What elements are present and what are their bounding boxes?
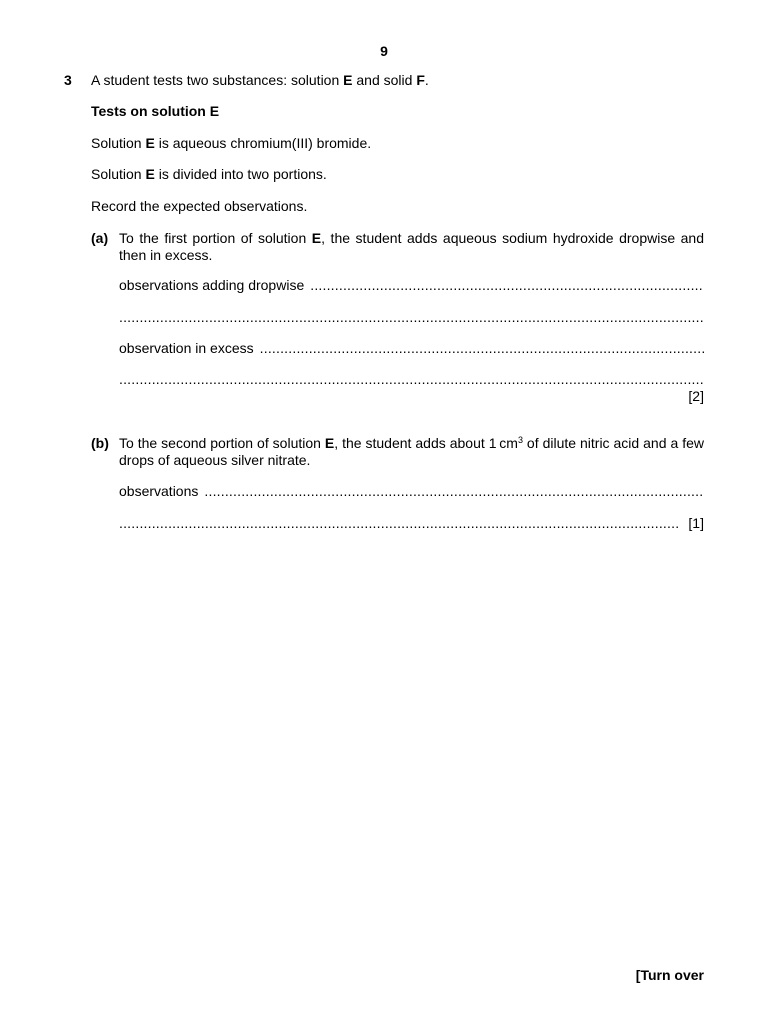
part-a-text-segment: , the student adds aqueous sodium hydroxide dropwise and then in excess. [119, 230, 705, 263]
answer-line-dropwise-continued[interactable] [119, 309, 704, 326]
page-number: 9 [380, 43, 388, 59]
turn-over-label: [Turn over [635, 967, 704, 983]
dotted-answer-line[interactable] [119, 515, 680, 532]
dotted-answer-line[interactable] [310, 277, 704, 294]
answer-line-excess[interactable] [119, 340, 704, 357]
statement-text: Solution [91, 166, 146, 182]
question-intro [91, 72, 704, 89]
answer-line-dropwise[interactable] [119, 277, 704, 294]
question-intro-text: A student tests two substances: solution [91, 72, 344, 88]
part-b-text-segment: , the student adds about 1 cm [334, 435, 518, 451]
part-a-marks: [2] [688, 388, 704, 404]
statement-identity [91, 135, 704, 152]
part-b-marks: [1] [688, 515, 704, 531]
unit-superscript: 3 [517, 435, 523, 445]
statement-text: is aqueous chromium(III) bromide. [154, 135, 372, 151]
question-intro-text: and solid [352, 72, 417, 88]
substance-e-label: E [311, 230, 322, 246]
answer-label-dropwise: observations adding dropwise [119, 277, 305, 293]
dotted-answer-line[interactable] [119, 309, 704, 326]
answer-line-observations[interactable] [119, 483, 704, 500]
part-b-label: (b) [91, 435, 109, 451]
part-a-label: (a) [91, 230, 109, 246]
statement-portions [91, 166, 704, 183]
statement-text: is divided into two portions. [154, 166, 327, 182]
substance-e-label: E [145, 135, 155, 151]
answer-line-excess-continued[interactable] [119, 371, 704, 388]
substance-e-label: E [343, 72, 353, 88]
question-number: 3 [64, 72, 72, 88]
dotted-answer-line[interactable] [260, 340, 704, 357]
part-b-text-segment: To the second portion of solution [119, 435, 325, 451]
substance-f-label: F [416, 72, 425, 88]
part-b-text-segment: of dilute nitric acid and a few drops of aqueous silver nitrate. [119, 435, 704, 468]
answer-label-observations: observations [119, 483, 199, 499]
question-intro-text: . [424, 72, 429, 88]
part-b-text [119, 435, 704, 469]
instruction-text: Record the expected observations. [91, 198, 308, 214]
dotted-answer-line[interactable] [204, 483, 704, 500]
substance-e-label: E [145, 166, 155, 182]
answer-label-excess: observation in excess [119, 340, 254, 356]
part-a-text-segment: To the first portion of solution [119, 230, 312, 246]
substance-e-label: E [324, 435, 335, 451]
dotted-answer-line[interactable] [119, 371, 704, 388]
statement-text: Solution [91, 135, 146, 151]
section-heading: Tests on solution E [91, 103, 220, 119]
answer-line-observations-continued[interactable] [119, 515, 704, 532]
part-a-text [119, 230, 704, 264]
